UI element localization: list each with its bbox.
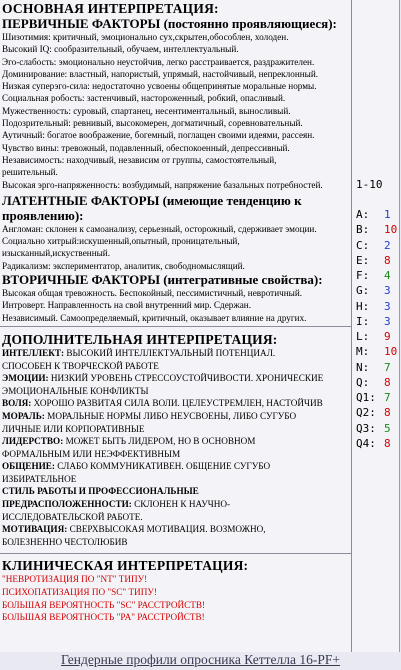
additional-text: БОЛЕЗНЕННО ЧЕСТОЛЮБИВ xyxy=(2,536,128,547)
additional-text: СПОСОБЕН К ТВОРЧЕСКОЙ РАБОТЕ xyxy=(2,360,159,371)
factor-score: 7 xyxy=(384,391,391,404)
factor-score: 3 xyxy=(384,314,391,328)
latent-factors-list xyxy=(2,223,350,272)
latent-factor-line: Социально хитрый:искушенный,опытный, проницательный, xyxy=(2,236,240,247)
factor-score: 4 xyxy=(384,269,391,282)
additional-line xyxy=(2,498,350,511)
factor-score: 9 xyxy=(384,330,391,343)
additional-text: СКЛОНЕН К НАУЧНО- xyxy=(131,499,231,510)
factor-label: H: xyxy=(356,299,370,313)
primary-factor-line: Доминирование: властный, напористый, упрямый, настойчивый, непреклонный. xyxy=(2,68,319,79)
factor-label: Q1: xyxy=(356,391,376,404)
additional-list xyxy=(2,347,350,549)
secondary-factor-line: Интроверт. Направленность на свой внутренний мир. Сдержан. xyxy=(2,300,252,311)
score-row xyxy=(356,283,397,298)
score-row xyxy=(356,268,397,283)
additional-key: ОБЩЕНИЕ: xyxy=(2,461,55,472)
score-row xyxy=(356,238,397,253)
factor-label: M: xyxy=(356,345,370,359)
primary-factors-header: ПЕРВИЧНЫЕ ФАКТОРЫ (постоянно проявляющиеся): xyxy=(2,16,337,31)
additional-key: ЭМОЦИИ: xyxy=(2,373,49,384)
latent-factor-line: Англоман: склонен к самоанализу, серьезный, осторожный, сдерживает эмоции. xyxy=(2,223,317,234)
additional-line xyxy=(2,397,350,410)
factor-score: 8 xyxy=(384,406,391,420)
score-range-label: 1-10 xyxy=(356,178,383,191)
clinical-warning-line: БОЛЬШАЯ ВЕРОЯТНОСТЬ "SC" РАССТРОЙСТВ! xyxy=(2,599,206,610)
additional-key: СТИЛЬ РАБОТЫ И ПРОФЕССИОНАЛЬНЫЕ xyxy=(2,486,199,497)
score-row xyxy=(356,253,397,268)
additional-title: ДОПОЛНИТЕЛЬНАЯ ИНТЕРПРЕТАЦИЯ: xyxy=(2,331,278,347)
primary-factor-line: Социальная робость: застенчивый, настороженный, робкий, опасливый. xyxy=(2,93,286,104)
additional-text: ХОРОШО РАЗВИТАЯ СИЛА ВОЛИ. ЦЕЛЕУСТРЕМЛЕН, НАСТОЙЧИВ xyxy=(31,398,323,409)
secondary-factor-line: Независимый. Самоопределяемый, критичный, оказывает влияние на других. xyxy=(2,312,307,323)
additional-line xyxy=(2,523,350,536)
additional-line xyxy=(2,410,350,423)
factor-label: Q4: xyxy=(356,436,376,450)
additional-key: ВОЛЯ: xyxy=(2,398,32,409)
factor-score: 1 xyxy=(384,208,391,221)
latent-factors-header-1: ЛАТЕНТНЫЕ ФАКТОРЫ (имеющие тенденцию к xyxy=(2,192,302,208)
factor-score: 7 xyxy=(384,360,391,374)
additional-text: ИЗБИРАТЕЛЬНОЕ xyxy=(2,473,77,484)
footer xyxy=(0,652,401,667)
primary-factor-line: Шизотимия: критичный, эмоционально сух,скрытен,обособлен, холоден. xyxy=(2,32,289,42)
factor-label: Q3: xyxy=(356,421,376,435)
gender-profiles-link[interactable]: Гендерные профили опросника Кеттелла 16-PF+ xyxy=(60,652,340,667)
factor-score: 2 xyxy=(384,238,391,252)
additional-line xyxy=(2,473,350,486)
secondary-factors-header: ВТОРИЧНЫЕ ФАКТОРЫ (интегративные свойства): xyxy=(2,272,323,288)
additional-line xyxy=(2,460,350,473)
additional-line xyxy=(2,385,350,398)
clinical-title: КЛИНИЧЕСКАЯ ИНТЕРПРЕТАЦИЯ: xyxy=(2,558,249,574)
score-row xyxy=(356,314,397,329)
factor-score: 3 xyxy=(384,284,391,298)
additional-text: ЛИЧНЫЕ ИЛИ КОРПОРАТИВНЫЕ xyxy=(2,423,145,434)
latent-factor-line: изысканный,искуственный. xyxy=(2,248,111,259)
score-row xyxy=(356,405,397,420)
primary-factor-line: Высокий IQ: сообразительный, обучаем, интеллектуальный. xyxy=(2,44,239,55)
additional-text: ВЫСОКИЙ ИНТЕЛЛЕКТУАЛЬНЫЙ ПОТЕНЦИАЛ. xyxy=(64,347,276,358)
additional-key: МОРАЛЬ: xyxy=(2,410,45,421)
additional-line xyxy=(2,448,350,461)
factor-label: A: xyxy=(356,208,370,221)
additional-text: НИЗКИЙ УРОВЕНЬ СТРЕССОУСТОЙЧИВОСТИ. ХРОНИЧЕСКИЕ xyxy=(48,373,324,384)
additional-line xyxy=(2,485,350,498)
additional-line xyxy=(2,423,350,436)
factor-score: 5 xyxy=(384,421,391,435)
additional-text: МОЖЕТ БЫТЬ ЛИДЕРОМ, НО В ОСНОВНОМ xyxy=(63,436,256,447)
additional-line xyxy=(2,536,350,549)
primary-factor-line: Высокая эрго-напряженность: возбудимый, напряжение базальных потребностей. xyxy=(2,179,323,190)
score-row xyxy=(356,329,397,344)
additional-key: ПРЕДРАСПОЛОЖЕННОСТИ: xyxy=(2,499,132,510)
additional-key: ЛИДЕРСТВО: xyxy=(2,436,64,447)
primary-factor-line: Подозрительный: ревнивый, высокомерен, догматичный, соревновательный. xyxy=(2,118,303,129)
primary-factor-line: Мужественность: суровый, спартанец, несентиментальный, выносливый. xyxy=(2,105,291,116)
score-row xyxy=(356,299,397,314)
basic-title: ОСНОВНАЯ ИНТЕРПРЕТАЦИЯ: xyxy=(2,1,219,16)
score-row xyxy=(356,375,397,390)
factor-score: 3 xyxy=(384,299,391,313)
clinical-list xyxy=(2,573,350,623)
additional-text: ИССЛЕДОВАТЕЛЬСКОЙ РАБОТЕ. xyxy=(2,511,143,522)
scores-panel xyxy=(352,0,399,652)
primary-factor-line: Эго-слабость: эмоционально неустойчив, легко расстраивается, раздражителен. xyxy=(2,56,315,67)
score-row xyxy=(356,390,397,405)
score-row xyxy=(356,436,397,451)
score-row xyxy=(356,207,397,222)
additional-key: МОТИВАЦИЯ: xyxy=(2,524,68,535)
factor-score: 8 xyxy=(384,375,391,389)
primary-factor-line: Аутичный: богатое воображение, богемный, поглащен своими идеями, рассеян. xyxy=(2,130,315,141)
additional-text: ЭМОЦИОНАЛЬНЫЕ КОНФЛИКТЫ xyxy=(2,385,149,396)
additional-text: ФОРМАЛЬНЫМ ИЛИ НЕЭФФЕКТИВНЫМ xyxy=(2,448,181,459)
score-list xyxy=(356,207,397,451)
factor-label: Q: xyxy=(356,375,370,389)
additional-text: МОРАЛЬНЫЕ НОРМЫ ЛИБО НЕУСВОЕНЫ, ЛИБО СУГУБО xyxy=(44,410,297,421)
score-row xyxy=(356,344,397,359)
factor-label: B: xyxy=(356,223,370,237)
factor-label: E: xyxy=(356,253,370,267)
additional-key: ИНТЕЛЛЕКТ: xyxy=(2,347,65,358)
factor-label: L: xyxy=(356,330,370,343)
primary-factor-line: Независимость: находчивый, независим от группы, самостоятельный, xyxy=(2,154,277,165)
secondary-factors-list xyxy=(2,287,350,324)
latent-factors-header-2: проявлению): xyxy=(2,207,84,223)
factor-score: 8 xyxy=(384,436,391,450)
factor-score: 10 xyxy=(384,223,398,237)
additional-line xyxy=(2,360,350,373)
clinical-interpretation xyxy=(0,554,351,625)
factor-label: F: xyxy=(356,269,370,282)
primary-factor-line: решительный. xyxy=(2,167,58,178)
factor-label: G: xyxy=(356,284,370,298)
score-row xyxy=(356,421,397,436)
secondary-factor-line: Высокая общая тревожность. Беспокойный, пессимистичный, невротичный. xyxy=(2,288,303,299)
score-row xyxy=(356,360,397,375)
additional-text: СЛАБО КОММУНИКАТИВЕН. ОБЩЕНИЕ СУГУБО xyxy=(54,461,271,472)
additional-text: СВЕРХВЫСОКАЯ МОТИВАЦИЯ. ВОЗМОЖНО, xyxy=(67,524,266,535)
latent-factor-line: Радикализм: экспериментатор, аналитик, свободномыслящий. xyxy=(2,260,245,271)
clinical-warning-line: БОЛЬШАЯ ВЕРОЯТНОСТЬ "PA" РАССТРОЙСТВ! xyxy=(2,612,205,623)
primary-factor-line: Чувство вины: тревожный, подавленный, обеспокоенный, депрессивный. xyxy=(2,142,290,153)
factor-score: 8 xyxy=(384,253,391,267)
factor-label: I: xyxy=(356,314,370,328)
additional-line xyxy=(2,511,350,524)
additional-line xyxy=(2,372,350,385)
additional-line xyxy=(2,435,350,448)
factor-label: Q2: xyxy=(356,406,376,420)
primary-factor-line: Низкая суперэго-сила: недостаточно усвоены общепринятые моральные нормы. xyxy=(2,81,317,92)
primary-factors-list xyxy=(2,31,350,191)
score-row xyxy=(356,222,397,237)
factor-label: N: xyxy=(356,360,370,374)
clinical-warning-line: "НЕВРОТИЗАЦИЯ ПО "NT" ТИПУ! xyxy=(2,574,148,585)
basic-interpretation xyxy=(0,0,351,326)
additional-line xyxy=(2,347,350,360)
additional-interpretation xyxy=(0,327,351,551)
factor-label: C: xyxy=(356,238,370,252)
factor-score: 10 xyxy=(384,345,398,359)
clinical-warning-line: ПСИХОПАТИЗАЦИЯ ПО "SC" ТИПУ! xyxy=(2,587,157,598)
